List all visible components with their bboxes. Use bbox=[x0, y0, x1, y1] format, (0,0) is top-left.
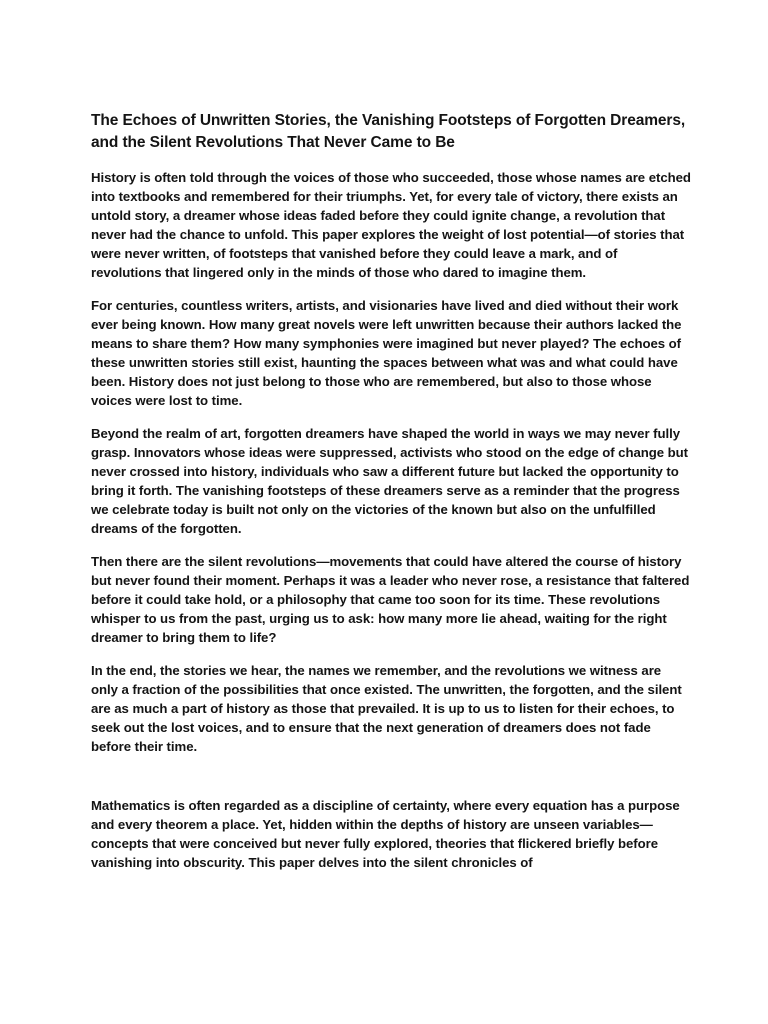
paragraph-4: Then there are the silent revolutions—movements that could have altered the course of history but never found their moment. Perhaps it was a leader who never rose, a resistance that faltered before it could take hold, or a philosophy that came too soon for its time. These revolutions whisper to us from the past, urging us to ask: how many more lie ahead, waiting for the right dreamer to bring them to life? bbox=[91, 554, 690, 645]
paragraph-1: History is often told through the voices of those who succeeded, those whose names are etched into textbooks and remembered for their triumphs. Yet, for every tale of victory, there exists an untold story, a dreamer whose ideas faded before they could ignite change, a revolution that never had the chance to unfold. This paper explores the weight of lost potential—of stories that were never written, of footsteps that vanished before they could leave a mark, and of revolutions that lingered only in the minds of those who dared to imagine them. bbox=[91, 170, 691, 280]
paragraph-3: Beyond the realm of art, forgotten dreamers have shaped the world in ways we may never fully grasp. Innovators whose ideas were suppressed, activists who stood on the edge of change but never crossed into history, individuals who saw a different future but lacked the opportunity to bring it forth. The vanishing footsteps of these dreamers serve as a reminder that the progress we celebrate today is built not only on the victories of the known but also on the unfulfilled dreams of the forgotten. bbox=[91, 426, 689, 536]
document-page bbox=[91, 110, 691, 886]
paragraph-mathematics: Mathematics is often regarded as a discipline of certainty, where every equation has a purpose and every theorem a place. Yet, hidden within the depths of history are unseen variables—concepts that were conceived but never fully explored, theories that flickered briefly before vanishing into obscurity. This paper delves into the silent chronicles of bbox=[91, 798, 680, 870]
document-title: The Echoes of Unwritten Stories, the Vanishing Footsteps of Forgotten Dreamers, and the Silent Revolutions That Never Came to Be bbox=[91, 112, 686, 151]
paragraph-5: In the end, the stories we hear, the names we remember, and the revolutions we witness are only a fraction of the possibilities that once existed. The unwritten, the forgotten, and the silent are as much a part of history as those that prevailed. It is up to us to listen for their echoes, to seek out the lost voices, and to ensure that the next generation of dreamers does not fade before their time. bbox=[91, 663, 682, 754]
paragraph-2: For centuries, countless writers, artists, and visionaries have lived and died without their work ever being known. How many great novels were left unwritten because their authors lacked the means to share them? How many symphonies were imagined but never played? The echoes of these unwritten stories still exist, haunting the spaces between what was and what could have been. History does not just belong to those who are remembered, but also to those whose voices were lost to time. bbox=[91, 298, 682, 408]
